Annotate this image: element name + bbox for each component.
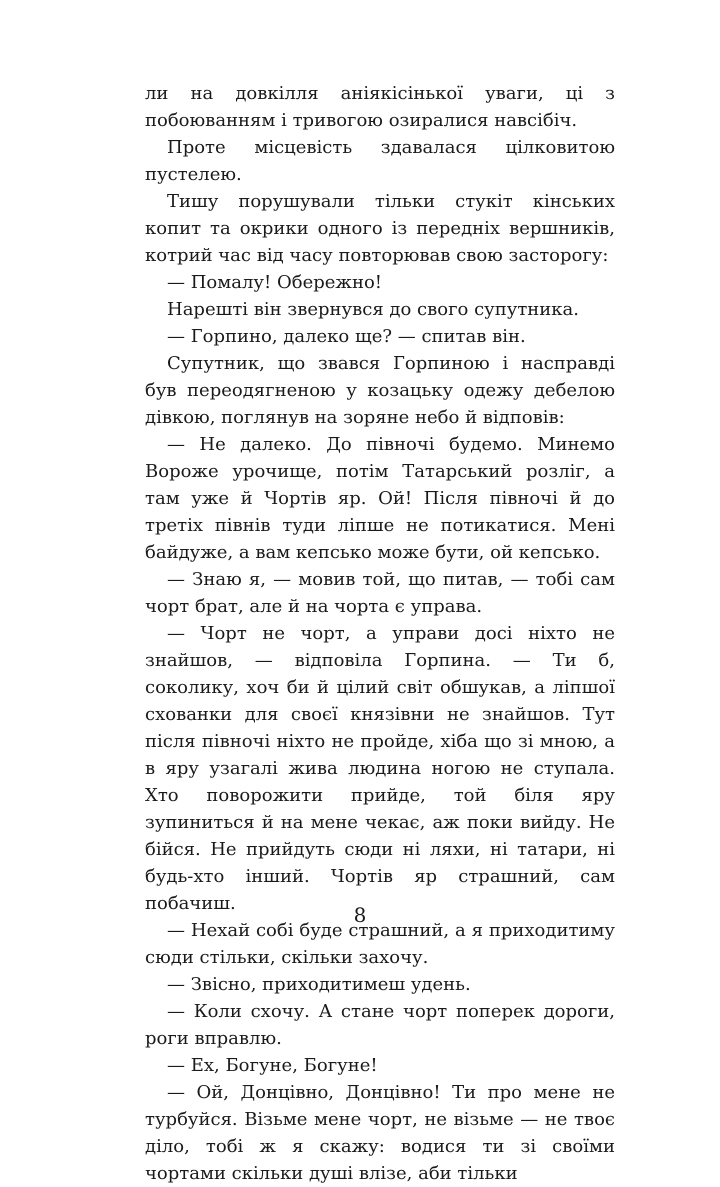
paragraph: — Помалу! Обережно! [167, 272, 383, 293]
paragraph: Проте місцевість здавалася цілковитою пустелею. [145, 137, 615, 185]
paragraph: — Коли схочу. А стане чорт поперек дороги, роги вправлю. [145, 1001, 615, 1049]
paragraph: — Звісно, приходитимеш удень. [167, 974, 471, 995]
paragraph: — Не далеко. До півночі будемо. Минемо Вороже урочище, потім Татарський розліг, а там уже й Чортів яр. Ой! Після півночі й до третіх півнів туди ліпше не потикатися. Мені байдуже, а вам кепсько може бути, ой кепсько. [145, 434, 615, 563]
paragraph: — Горпино, далеко ще? — спитав він. [167, 326, 526, 347]
paragraph: — Нехай собі буде страшний, а я приходитиму сюди стільки, скільки захочу. [145, 920, 615, 968]
paragraph: — Ех, Богуне, Богуне! [167, 1055, 378, 1076]
paragraph: — Чорт не чорт, а управи досі ніхто не знайшов, — відповіла Горпина. — Ти б, соколику, хоч би й цілий світ обшукав, а ліпшої схованки для своєї князівни не знайшов. Тут після півночі ніхто не пройде, хіба що зі мною, а в яру узагалі жива людина ногою не ступала. Хто поворожити прийде, той біля яру зупиниться й на мене чекає, аж поки вийду. Не бійся. Не прийдуть сюди ні ляхи, ні татари, ні будь-хто інший. Чортів яр страшний, сам побачиш. [145, 623, 615, 914]
paragraph: — Знаю я, — мовив той, що питав, — тобі сам чорт брат, але й на чорта є управа. [145, 569, 615, 617]
page-number: 8 [353, 903, 367, 927]
paragraph: — Ой, Донцівно, Донцівно! Ти про мене не турбуйся. Візьме мене чорт, не візьме — не твоє діло, тобі ж я скажу: водися ти зі своїми чортами скільки душі влізе, аби тільки [145, 1082, 615, 1184]
paragraph: Тишу порушували тільки стукіт кінських копит та окрики одного із передніх вершників, котрий час від часу повторював свою засторогу: [145, 191, 615, 266]
paragraph: ли на довкілля аніякісінької уваги, ці з побоюванням і тривогою озиралися навсібіч. [145, 83, 615, 131]
body-text [145, 80, 615, 1187]
paragraph: Нарешті він звернувся до свого супутника. [167, 299, 579, 320]
paragraph: Супутник, що звався Горпиною і насправді був переодягненою у козацьку одежу дебелою дівкою, поглянув на зоряне небо й відповів: [145, 353, 615, 428]
